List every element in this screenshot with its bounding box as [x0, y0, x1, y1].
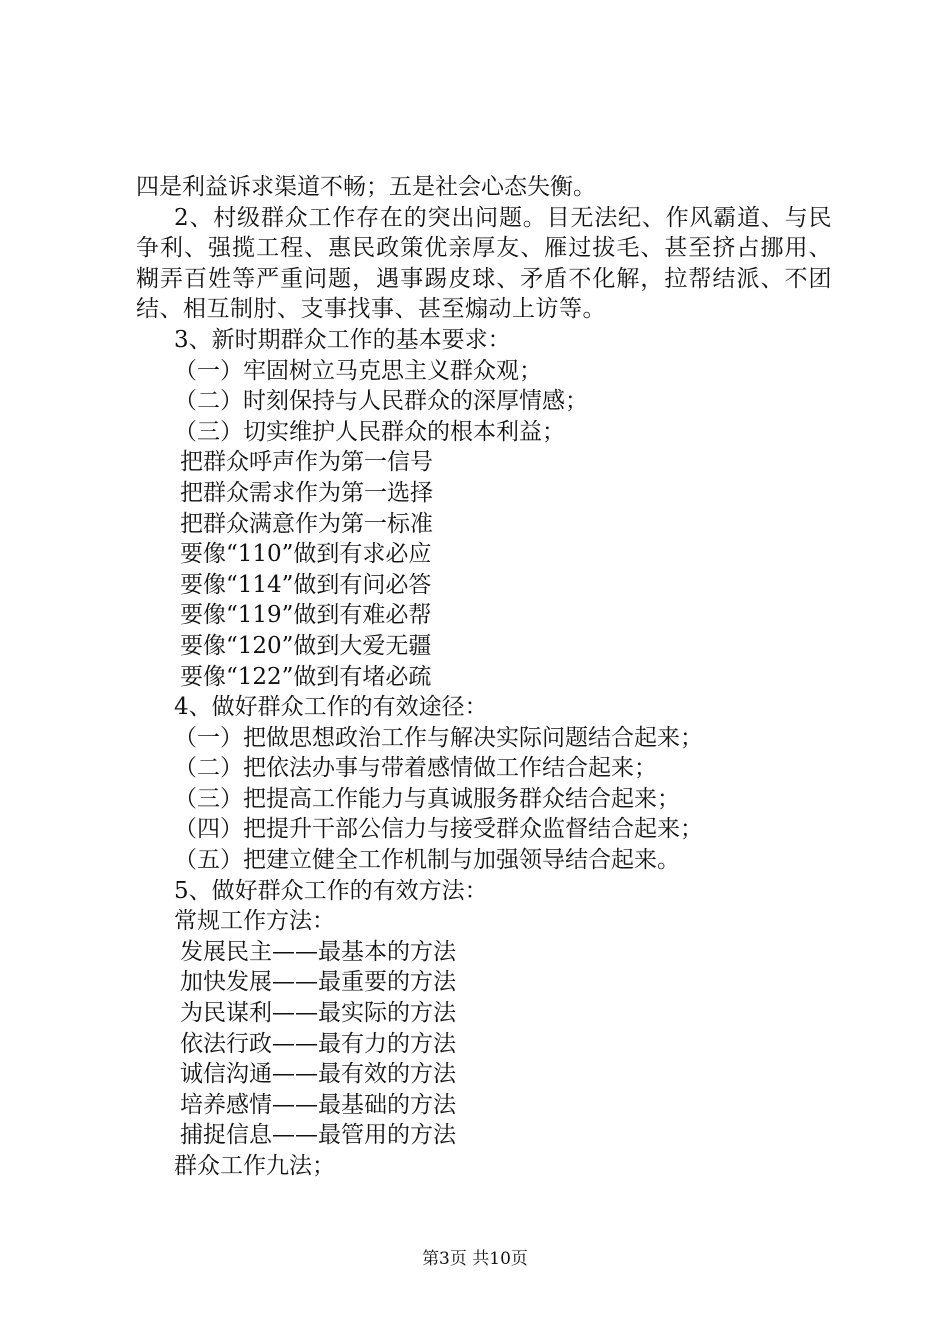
list-item: （一）把做思想政治工作与解决实际问题结合起来； — [174, 724, 703, 751]
list-item: （二）把依法办事与带着感情做工作结合起来； — [174, 755, 657, 782]
list-item: 加快发展——最重要的方法 — [180, 969, 456, 996]
list-item: 要像“119”做到有难必帮 — [180, 602, 432, 629]
text-line: 四是利益诉求渠道不畅；五是社会心态失衡。 — [136, 174, 596, 200]
paragraph-village-problems: 2、村级群众工作存在的突出问题。目无法纪、作风霸道、与民争利、强揽工程、惠民政策优亲厚友、雁过拔毛、甚至挤占挪用、糊弄百姓等严重问题，遇事踢皮球、矛盾不化解，拉帮结派、不团结、相互制肘、支事找事、甚至煽动上访等。 — [136, 204, 832, 323]
list-item: 诚信沟通——最有效的方法 — [180, 1061, 456, 1088]
subheading: 常规工作方法： — [174, 908, 335, 935]
list-item: 把群众呼声作为第一信号 — [180, 449, 433, 476]
list-item: （二）时刻保持与人民群众的深厚情感； — [174, 388, 588, 415]
list-item: 依法行政——最有力的方法 — [180, 1030, 456, 1057]
page-footer: 第3页 共10页 — [422, 1249, 528, 1269]
list-item: （一）牢固树立马克思主义群众观； — [174, 357, 542, 384]
list-item: （五）把建立健全工作机制与加强领导结合起来。 — [174, 847, 680, 874]
list-item: （四）把提升干部公信力与接受群众监督结合起来； — [174, 816, 703, 843]
section-heading-approaches: 4、做好群众工作的有效途径： — [174, 694, 488, 721]
document-body — [136, 172, 832, 1182]
list-item: 把群众满意作为第一标准 — [180, 510, 433, 537]
subheading: 群众工作九法； — [174, 1153, 335, 1179]
list-item: 要像“122”做到有堵必疏 — [180, 663, 432, 690]
list-item: 培养感情——最基础的方法 — [180, 1091, 456, 1118]
list-item: 要像“120”做到大爱无疆 — [180, 632, 432, 659]
list-item: 为民谋利——最实际的方法 — [180, 1000, 456, 1027]
list-item: 发展民主——最基本的方法 — [180, 938, 456, 965]
list-item: 要像“110”做到有求必应 — [180, 541, 432, 568]
list-item: （三）切实维护人民群众的根本利益； — [174, 418, 565, 445]
list-item: 把群众需求作为第一选择 — [180, 479, 433, 506]
list-item: （三）把提高工作能力与真诚服务群众结合起来； — [174, 785, 680, 812]
section-heading-methods: 5、做好群众工作的有效方法： — [174, 877, 488, 904]
section-heading-requirements: 3、新时期群众工作的基本要求： — [174, 326, 511, 353]
list-item: 要像“114”做到有问必答 — [180, 571, 432, 598]
list-item: 捕捉信息——最管用的方法 — [180, 1122, 456, 1149]
